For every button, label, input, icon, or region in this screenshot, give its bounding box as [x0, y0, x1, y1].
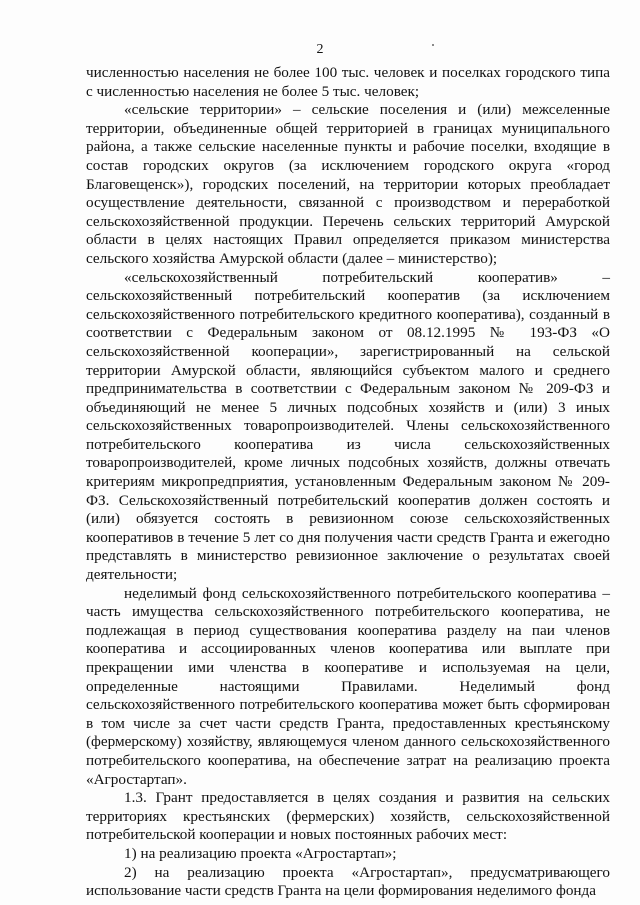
paragraph-indivisible-fund-definition: неделимый фонд сельскохозяйственного потребительского кооператива – часть имущества сельскохозяйственного потребительского кооператива, не подлежащая в период существования кооператива разделу на паи членов кооператива и ассоциированных членов кооператива или выплате при прекращении ими членства в кооперативе и используемая на цели, определенные настоящими Правилами. Неделимый фонд сельскохозяйственного потребительского кооператива может быть сформирован в том числе за счет части средств Гранта, предоставленных крестьянскому (фермерскому) хозяйству, являющемуся членом данного сельскохозяйственного потребительского кооператива, на обеспечение затрат на реализацию проекта «Агростартап».	[86, 584, 610, 788]
paragraph-continuation: численностью населения не более 100 тыс. человек и поселках городского типа с численностью населения не более 5 тыс. человек;	[86, 64, 610, 100]
list-item-2: 2) на реализацию проекта «Агростартап», предусматривающего использование части средств Гранта на цели формирования неделимого фонда	[86, 863, 610, 900]
list-item-1: 1) на реализацию проекта «Агростартап»;	[124, 844, 397, 862]
paragraph-grant-purpose: 1.3. Грант предоставляется в целях создания и развития на сельских территориях крестьянских (фермерских) хозяйств, сельскохозяйственной потребительской кооперации и новых постоянных рабочих мест:	[86, 789, 610, 844]
paragraph-cooperative-definition: «сельскохозяйственный потребительский кооператив» – сельскохозяйственный потребительский кооператив (за исключением сельскохозяйственного потребительского кредитного кооператива), созданный в соответствии с Федеральным законом от 08.12.1995 № 193-ФЗ «О сельскохозяйственной кооперации», зарегистрированный на сельской территории Амурской области, являющийся субъектом малого и среднего предпринимательства в соответствии с Федеральным законом № 209-ФЗ и объединяющий не менее 5 личных подсобных хозяйств и (или) 3 иных сельскохозяйственных товаропроизводителей. Члены сельскохозяйственного потребительского кооператива из числа сельскохозяйственных товаропроизводителей, кроме личных подсобных хозяйств, должны отвечать критериям микропредприятия, установленным Федеральным законом № 209-ФЗ. Сельскохозяйственный потребительский кооператив должен состоять и (или) обязуется состоять в ревизионном союзе сельскохозяйственных кооперативов в течение 5 лет со дня получения части средств Гранта и ежегодно представлять в министерство ревизионное заключение о результатах своей деятельности;	[86, 268, 610, 584]
page-number: 2	[316, 42, 324, 57]
paragraph-rural-territories-definition: «сельские территории» – сельские поселения и (или) межселенные территории, объединенные общей территорией в границах муниципального района, а также сельские населенные пункты и рабочие поселки, входящие в состав городских округов (за исключением городского округа «город Благовещенск»), городских поселений, на территории которых преобладает осуществление деятельности, связанной с производством и переработкой сельскохозяйственной продукции. Перечень сельских территорий Амурской области в целях настоящих Правил определяется приказом министерства сельского хозяйства Амурской области (далее – министерство);	[86, 101, 610, 267]
document-body	[86, 64, 610, 901]
scan-speck	[432, 44, 434, 46]
